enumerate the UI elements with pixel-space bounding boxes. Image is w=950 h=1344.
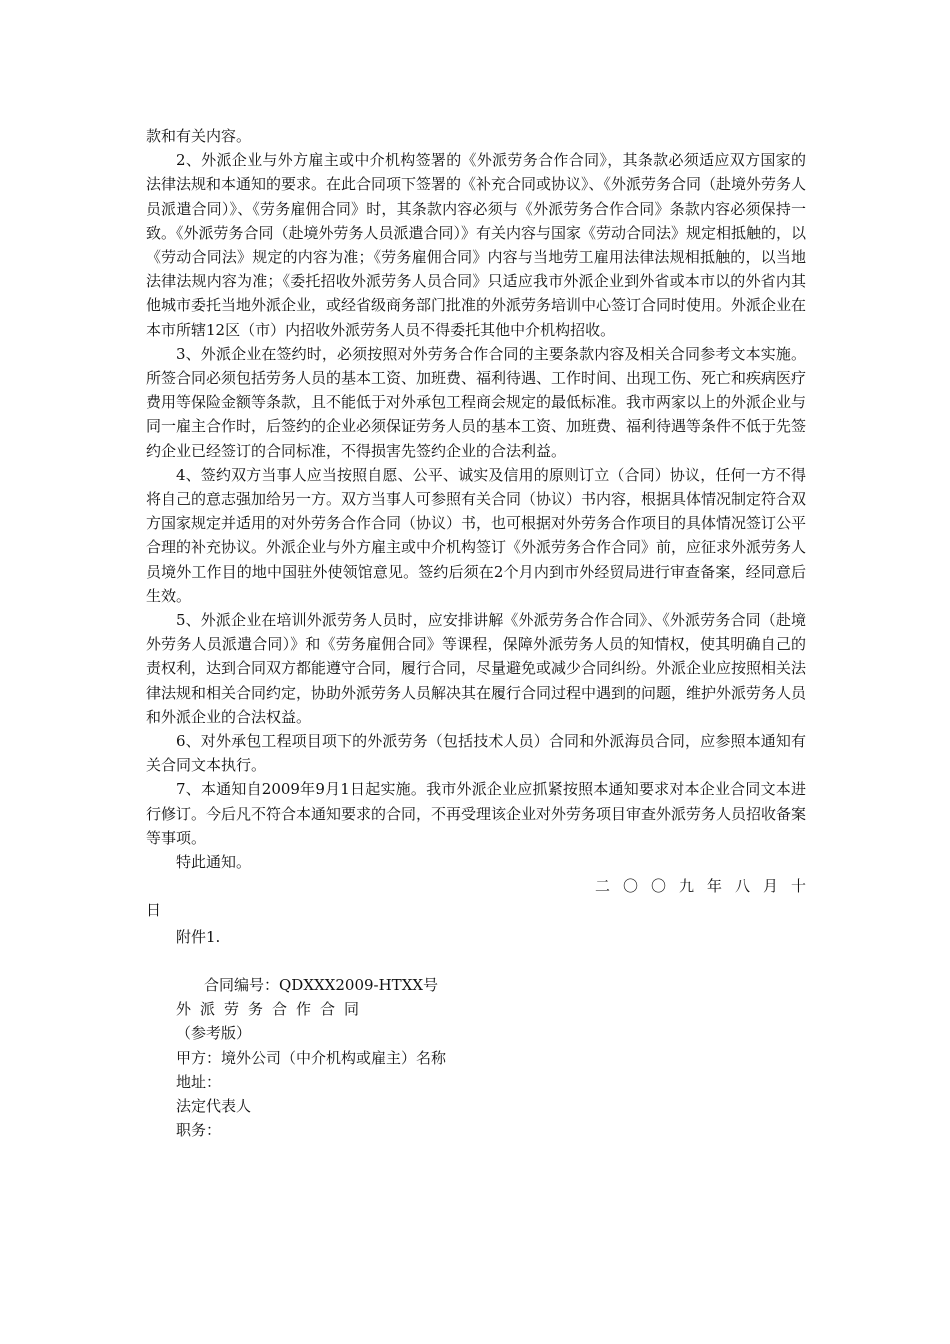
contract-title: 外派劳务合作合同: [176, 1000, 369, 1019]
contract-version: （参考版）: [176, 1024, 252, 1043]
spacer: [146, 949, 806, 973]
attachment-label: 附件1.: [176, 927, 221, 946]
date-main: 二〇〇九年八月十: [594, 877, 819, 896]
paragraph-item-2: 2、外派企业与外方雇主或中介机构签署的《外派劳务合作合同》，其条款必须适应双方国家的法律法规和本通知的要求。在此合同项下签署的《补充合同或协议》、《外派劳务合同（赴境外劳务人员派遣合同）》、《劳务雇佣合同》时，其条款内容必须与《外派劳务合作合同》条款内容必须保持一致。《外派劳务合同（赴境外劳务人员派遣合同）》有关内容与国家《劳动合同法》规定相抵触的，以《劳动合同法》规定的内容为准；《劳务雇佣合同》内容与当地劳工雇用法律法规相抵触的，以当地法律法规内容为准；《委托招收外派劳务人员合同》只适应我市外派企业到外省或本市以的外省内其他城市委托当地外派企业，或经省级商务部门批准的外派劳务培训中心签订合同时使用。外派企业在本市所辖12区（市）内招收外派劳务人员不得委托其他中介机构招收。: [146, 151, 807, 339]
address-field: 地址：: [176, 1072, 222, 1091]
contract-number: 合同编号：QDXXX2009-HTXX号: [204, 975, 439, 994]
paragraph-item-7: 7、本通知自2009年9月1日起实施。我市外派企业应抓紧按照本通知要求对本企业合同文本进行修订。今后凡不符合本通知要求的合同，不再受理该企业对外劳务项目审查外派劳务人员招收备案等事项。: [146, 780, 807, 847]
position-field: 职务：: [176, 1121, 222, 1140]
date-tail: 日: [146, 901, 162, 920]
paragraph-item-3: 3、外派企业在签约时，必须按照对外劳务合作合同的主要条款内容及相关合同参考文本实施。所签合同必须包括劳务人员的基本工资、加班费、福利待遇、工作时间、出现工伤、死亡和疾病医疗费用等保险金额等条款，且不能低于对外承包工程商会规定的最低标准。我市两家以上的外派企业与同一雇主合作时，后签约的企业必须保证劳务人员的基本工资、加班费、福利待遇等条件不低于先签约企业已经签订的合同标准，不得损害先签约企业的合法利益。: [146, 344, 807, 460]
party-a: 甲方：境外公司（中介机构或雇主）名称: [176, 1048, 447, 1067]
document-page: [146, 124, 819, 1142]
signature-date: [146, 874, 819, 898]
closing-notice: 特此通知。: [176, 853, 252, 872]
paragraph-continuation: 款和有关内容。: [146, 127, 252, 145]
paragraph-item-5: 5、外派企业在培训外派劳务人员时，应安排讲解《外派劳务合作合同》、《外派劳务合同（赴境外劳务人员派遣合同）》和《劳务雇佣合同》等课程，保障外派劳务人员的知情权，使其明确自己的责权利，达到合同双方都能遵守合同，履行合同，尽量避免或减少合同纠纷。外派企业应按照相关法律法规和相关合同约定，协助外派劳务人员解决其在履行合同过程中遇到的问题，维护外派劳务人员和外派企业的合法权益。: [146, 611, 807, 726]
paragraph-item-4: 4、签约双方当事人应当按照自愿、公平、诚实及信用的原则订立（合同）协议，任何一方不得将自己的意志强加给另一方。双方当事人可参照有关合同（协议）书内容，根据具体情况制定符合双方国家规定并适用的对外劳务合作合同（协议）书，也可根据对外劳务合作项目的具体情况签订公平合理的补充协议。外派企业与外方雇主或中介机构签订《外派劳务合作合同》前，应征求外派劳务人员境外工作目的地中国驻外使领馆意见。签约后须在2个月内到市外经贸局进行审查备案，经同意后生效。: [146, 465, 807, 605]
paragraph-item-6: 6、对外承包工程项目项下的外派劳务（包括技术人员）合同和外派海员合同，应参照本通知有关合同文本执行。: [146, 732, 806, 775]
legal-representative: 法定代表人: [176, 1096, 252, 1115]
